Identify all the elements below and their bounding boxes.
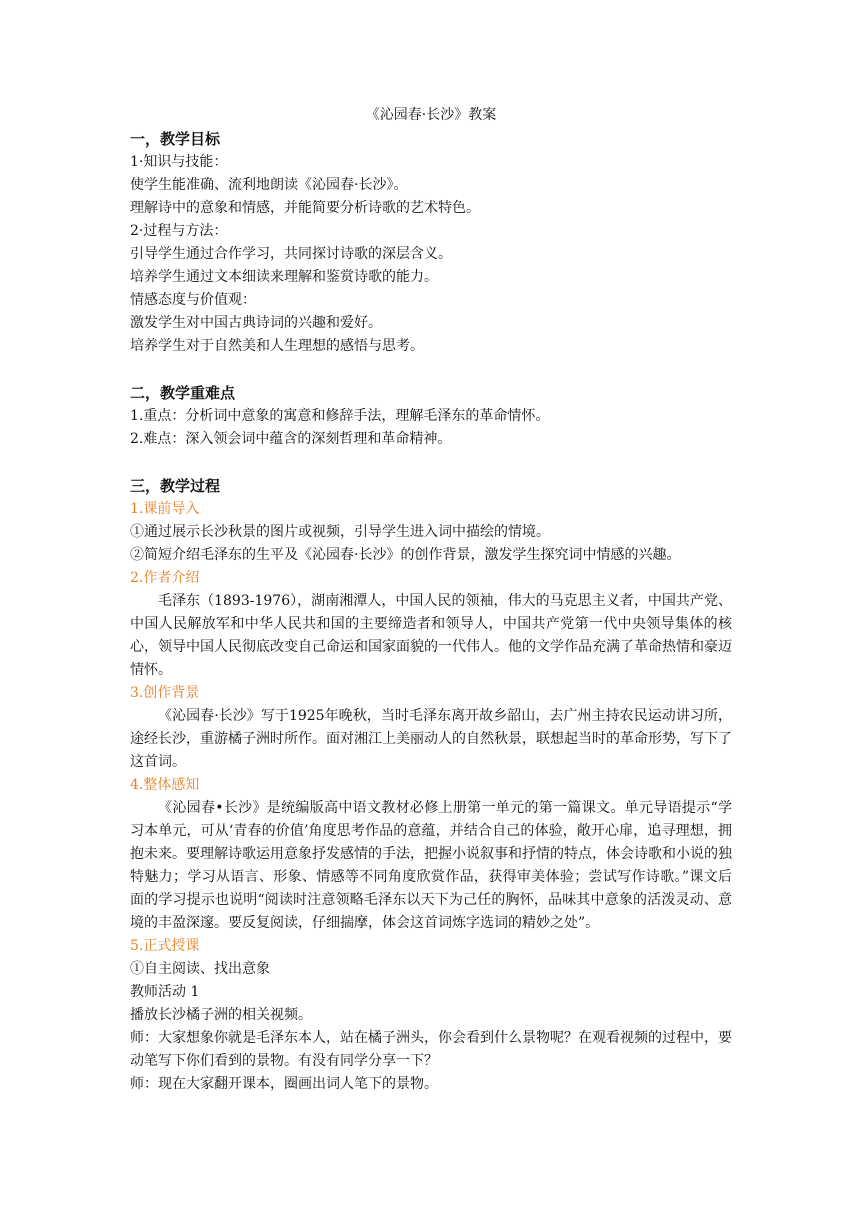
text-line: 理解诗中的意象和情感，并能简要分析诗歌的艺术特色。 [130,200,480,216]
spacer [130,451,732,474]
subsection-label-teaching: 5.正式授课 [130,938,200,954]
paragraph-teacher-1: 师：大家想象你就是毛泽东本人，站在橘子洲头，你会看到什么景物呢？在观看视频的过程中，要动笔写下你们看到的景物。有没有同学分享一下？ [130,1030,732,1069]
text-line: 2·过程与方法： [130,223,228,239]
text-line: 1·知识与技能： [130,154,228,170]
document-page [130,104,732,1096]
text-line: 播放长沙橘子洲的相关视频。 [130,1007,312,1023]
paragraph-background: 《沁园春·长沙》写于1925年晚秋，当时毛泽东离开故乡韶山，去广州主持农民运动讲习所，途经长沙，重游橘子洲时所作。面对湘江上美丽动人的自然秋景，联想起当时的革命形势，写下了这首词。 [130,708,732,770]
section-heading-process: 三，教学过程 [130,477,221,495]
text-line: 培养学生对于自然美和人生理想的感悟与思考。 [130,338,424,354]
text-line: 激发学生对中国古典诗词的兴趣和爱好。 [130,315,382,331]
text-line: 情感态度与价值观： [130,292,256,308]
spacer [130,358,732,381]
section-heading-key-points: 二，教学重难点 [130,384,236,402]
subsection-label-intro: 1.课前导入 [130,501,200,517]
text-line: ①通过展示长沙秋景的图片或视频，引导学生进入词中描绘的情境。 [130,524,550,540]
subsection-label-overview: 4.整体感知 [130,777,200,793]
text-line: ①自主阅读、找出意象 [130,961,270,977]
text-line: ②简短介绍毛泽东的生平及《沁园春·长沙》的创作背景，激发学生探究词中情感的兴趣。 [130,547,681,563]
document-title: 《沁园春·长沙》教案 [365,107,497,123]
text-line: 2.难点：深入领会词中蕴含的深刻哲理和革命精神。 [130,431,452,447]
text-line: 培养学生通过文本细读来理解和鉴赏诗歌的能力。 [130,269,438,285]
subsection-label-background: 3.创作背景 [130,685,200,701]
paragraph-author: 毛泽东（1893-1976），湖南湘潭人，中国人民的领袖，伟大的马克思主义者，中国共产党、中国人民解放军和中华人民共和国的主要缔造者和领导人，中国共产党第一代中央领导集体的核心，领导中国人民彻底改变自己命运和国家面貌的一代伟人。他的文学作品充满了革命热情和豪迈情怀。 [130,593,732,678]
text-line: 1.重点：分析词中意象的寓意和修辞手法，理解毛泽东的革命情怀。 [130,408,550,424]
text-line: 教师活动 1 [130,984,200,1000]
paragraph-overview: 《沁园春•长沙》是统编版高中语文教材必修上册第一单元的第一篇课文。单元导语提示“学习本单元，可从‘青春的价值’角度思考作品的意蕴，并结合自己的体验，敞开心扉，追寻理想，拥抱未来。要理解诗歌运用意象抒发感情的手法，把握小说叙事和抒情的特点，体会诗歌和小说的独特魅力；学习从语言、形象、情感等不同角度欣赏作品，获得审美体验；尝试写作诗歌。”课文后面的学习提示也说明“阅读时注意领略毛泽东以天下为己任的胸怀，品味其中意象的活泼灵动、意境的丰盈深邃。要反复阅读，仔细揣摩，体会这首词炼字选词的精妙之处”。 [130,800,732,931]
section-heading-objectives: 一，教学目标 [130,130,221,148]
subsection-label-author: 2.作者介绍 [130,570,200,586]
paragraph-teacher-2: 师：现在大家翻开课本，圈画出词人笔下的景物。 [130,1076,438,1092]
text-line: 使学生能准确、流利地朗读《沁园春·长沙》。 [130,177,408,193]
text-line: 引导学生通过合作学习，共同探讨诗歌的深层含义。 [130,246,452,262]
